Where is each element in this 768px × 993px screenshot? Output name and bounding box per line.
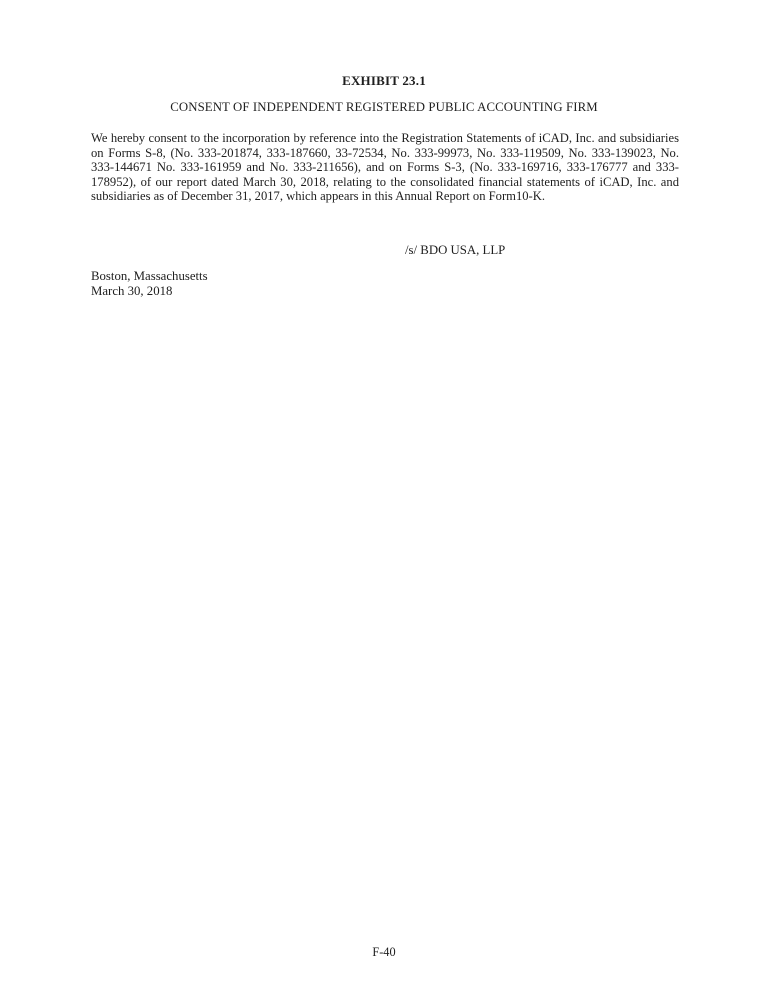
exhibit-title: EXHIBIT 23.1 bbox=[342, 73, 426, 88]
page-number: F-40 bbox=[372, 945, 396, 959]
signature-date: March 30, 2018 bbox=[91, 283, 173, 298]
consent-paragraph: We hereby consent to the incorporation by reference into the Registration Statements of iCAD, Inc. and subsidiaries on Forms S-8, (No. 333-201874, 333-187660, 33-72534, No. 333-99973, No. 333-119509, No. 333-139023, No. 333-144671 No. 333-161959 and No. 333-211656), and on Forms S-3, (No. 333-169716, 333-176777 and 333-178952), of our report dated March 30, 2018, relating to the consolidated financial statements of iCAD, Inc. and subsidiaries as of December 31, 2017, which appears in this Annual Report on Form10-K. bbox=[91, 131, 679, 204]
signature-city: Boston, Massachusetts bbox=[91, 269, 208, 283]
signature-address-block bbox=[91, 269, 208, 299]
signature-line: /s/ BDO USA, LLP bbox=[405, 243, 506, 257]
document-heading: CONSENT OF INDEPENDENT REGISTERED PUBLIC ACCOUNTING FIRM bbox=[170, 100, 598, 114]
